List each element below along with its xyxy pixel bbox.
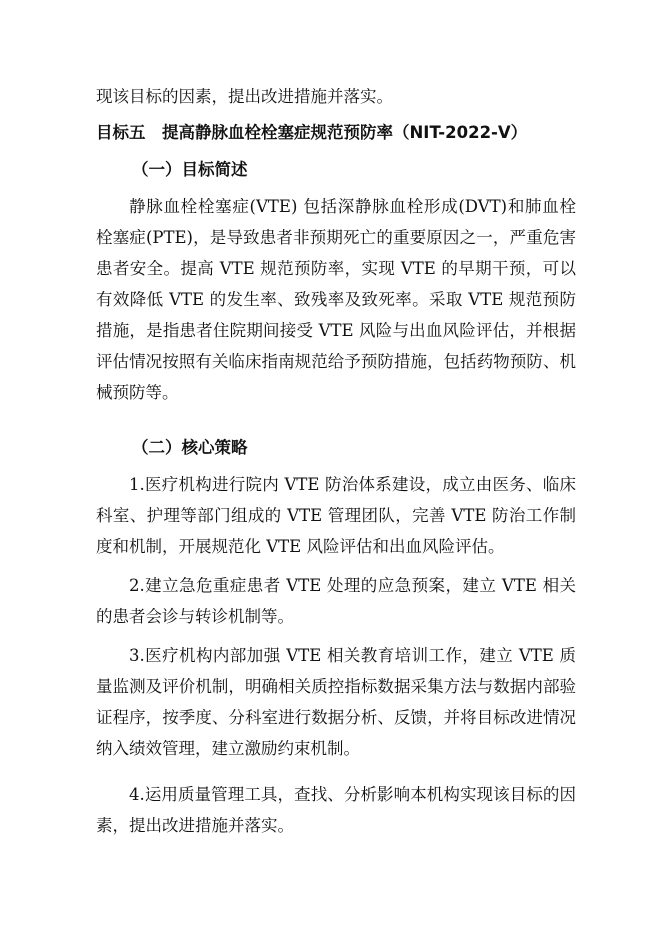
strategy-item-1: 1.医疗机构进行院内 VTE 防治体系建设，成立由医务、临床科室、护理等部门组成的 VTE 管理团队，完善 VTE 防治工作制度和机制，开展规范化 VTE 风险评估和出血风险评估。 [96, 475, 576, 556]
section1-paragraph: 静脉血栓栓塞症(VTE) 包括深静脉血栓形成(DVT)和肺血栓栓塞症(PTE)，是导致患者非预期死亡的重要原因之一，严重危害患者安全。提高 VTE 规范预防率，实现 VTE 的早期干预，可以有效降低 VTE 的发生率、致残率及致死率。采取 VTE 规范预防措施，是指患者住院期间接受 VTE 风险与出血风险评估，并根据评估情况按照有关临床指南规范给予预防措施，包括药物预防、机械预防等。 [96, 197, 576, 402]
section2-heading: （二）核心策略 [132, 438, 248, 457]
goal-title: 目标五 提高静脉血栓栓塞症规范预防率（NIT-2022-Ⅴ） [96, 123, 528, 142]
section1-body-block [96, 191, 576, 408]
strategy-item-2-block [96, 570, 576, 632]
strategy-item-1-block [96, 469, 576, 562]
strategy-item-2: 2.建立急危重症患者 VTE 处理的应急预案，建立 VTE 相关的患者会诊与转诊机制等。 [96, 576, 576, 626]
section1-heading: （一）目标简述 [132, 160, 248, 179]
intro-tail-paragraph: 现该目标的因素，提出改进措施并落实。 [96, 87, 393, 106]
section2-heading-block [96, 432, 576, 463]
strategy-item-3-block [96, 640, 576, 764]
intro-tail-block [96, 81, 576, 112]
section1-heading-block [96, 154, 576, 185]
strategy-item-4: 4.运用质量管理工具，查找、分析影响本机构实现该目标的因素，提出改进措施并落实。 [96, 785, 576, 835]
strategy-item-4-block [96, 779, 576, 841]
strategy-item-3: 3.医疗机构内部加强 VTE 相关教育培训工作，建立 VTE 质量监测及评价机制，明确相关质控指标数据采集方法与数据内部验证程序，按季度、分科室进行数据分析、反馈，并将目标改进情况纳入绩效管理，建立激励约束机制。 [96, 646, 576, 758]
goal-title-block [96, 117, 576, 148]
